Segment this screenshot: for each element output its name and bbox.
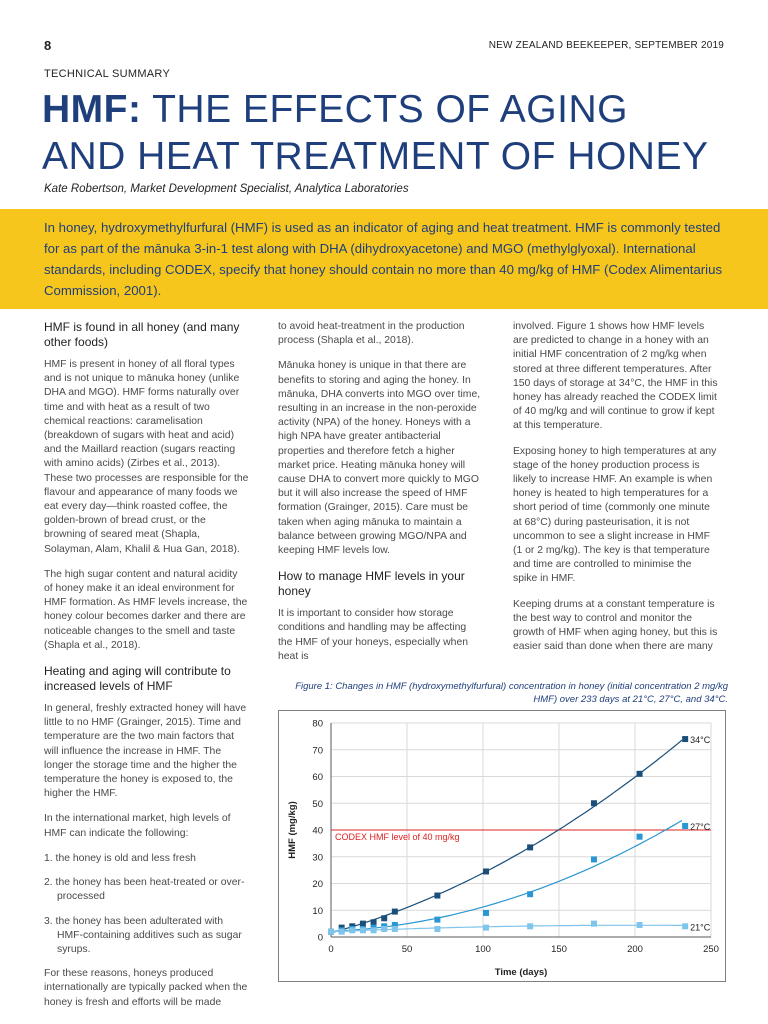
list-item: 3. the honey has been adulterated with HMF-containing additives such as sugar syrups. xyxy=(44,915,242,955)
data-point xyxy=(434,917,440,923)
column-1 xyxy=(44,320,249,1021)
data-point xyxy=(434,926,440,932)
x-tick-label: 50 xyxy=(401,944,413,955)
hmf-chart xyxy=(278,710,726,982)
y-tick-label: 70 xyxy=(312,745,323,757)
paragraph: In general, freshly extracted honey will have little to no HMF (Grainger, 2015). Time and temperature are the two main factors that will influence the increase in HMF. The longer the storage time and the higher the temperature the honey is exposed to, the higher the HMF. xyxy=(44,703,247,800)
y-tick-label: 80 xyxy=(312,718,323,730)
data-point xyxy=(371,919,377,925)
column-3 xyxy=(513,320,718,665)
paragraph: For these reasons, honeys produced internationally are typically packed when the honey is fresh and efforts will be made xyxy=(44,968,248,1008)
data-point xyxy=(349,927,355,933)
data-point xyxy=(381,926,387,932)
intro-text: In honey, hydroxymethylfurfural (HMF) is used as an indicator of aging and heat treatment. HMF is commonly tested for as part of the mānuka 3-in-1 test along with DHA (dihydroxyacetone) and MGO (methylglyoxal). International standards, including CODEX, specify that honey should contain no more than 40 mg/kg of HMF (Codex Alimentarius Commission, 2001). xyxy=(44,220,723,298)
paragraph: Keeping drums at a constant temperature is the best way to control and monitor the growth of HMF when aging honey, but this is easier said than done when there are many xyxy=(513,598,718,653)
data-point xyxy=(392,909,398,915)
y-tick-label: 60 xyxy=(312,772,323,783)
heading-manage-hmf: How to manage HMF levels in your honey xyxy=(278,569,465,599)
data-point xyxy=(637,771,643,777)
series-label: 27°C xyxy=(690,821,711,832)
article-title xyxy=(42,86,742,180)
title-bold: HMF: xyxy=(42,88,142,131)
data-point xyxy=(328,929,334,935)
data-point xyxy=(360,927,366,933)
y-tick-label: 50 xyxy=(312,798,323,810)
data-point xyxy=(483,868,489,874)
data-point xyxy=(339,929,345,935)
paragraph: Mānuka honey is unique in that there are benefits to storing and aging the honey. In mānuka, DHA converts into MGO over time, resulting in an increase in the non-peroxide activity (NPA) of the honey. Honeys with a high NPA have greater antibacterial properties and therefore fetch a higher market price. Heating mānuka honey will cause DHA to convert more quickly to MGO but it will also increase the speed of HMF formation (Grainger, 2015). Care must be taken when aging mānuka to maintain a balance between growing MGO/NPA and keeping HMF levels low. xyxy=(278,360,481,557)
paragraph: HMF is present in honey of all floral types and is not unique to mānuka honey (unlike DHA and MGO). HMF forms naturally over time and with heat as a result of two chemical reactions: caramelisation (breakdown of sugars with heat and acid) and the Maillard reaction (sugars reacting with amino acids) (Zirbes et al., 2013). These two processes are responsible for the flavour and appearance of many foods we eat every day—think roasted coffee, the golden-brown of bread crust, or the browning of seared meat (Shapla, Solayman, Alam, Khalil & Hua Gan, 2018). xyxy=(44,359,249,555)
x-tick-label: 100 xyxy=(475,944,491,955)
data-point xyxy=(527,891,533,897)
paragraph: involved. Figure 1 shows how HMF levels are predicted to change in a honey with an initial HMF concentration of 2 mg/kg when stored at three different temperatures. After 150 days of storage at 34°C, the HMF in this honey has already reached the CODEX limit of 40 mg/kg and will continue to grow if kept at this temperature. xyxy=(513,321,718,432)
page-number: 8 xyxy=(44,38,52,53)
data-point xyxy=(527,844,533,850)
data-point xyxy=(483,910,489,916)
data-point xyxy=(392,926,398,932)
x-tick-label: 250 xyxy=(703,944,719,955)
data-point xyxy=(434,893,440,899)
chart-svg xyxy=(279,711,725,981)
data-point xyxy=(637,834,643,840)
intro-panel xyxy=(0,209,768,309)
column-2 xyxy=(278,320,483,675)
journal-name: NEW ZEALAND BEEKEEPER, SEPTEMBER 2019 xyxy=(488,40,724,51)
title-line1: THE EFFECTS OF AGING xyxy=(141,88,628,131)
y-tick-label: 30 xyxy=(312,852,323,864)
paragraph: It is important to consider how storage conditions and handling may be affecting the HMF of your honeys, especially when heat is xyxy=(278,608,469,662)
data-point xyxy=(591,921,597,927)
heading-hmf-found: HMF is found in all honey (and many other foods) xyxy=(44,320,240,349)
codex-limit-label: CODEX HMF level of 40 mg/kg xyxy=(335,832,460,842)
data-point xyxy=(381,915,387,921)
data-point xyxy=(682,736,688,742)
series-label: 21°C xyxy=(690,922,711,933)
paragraph: The high sugar content and natural acidity of honey make it an ideal environment for HMF formation. As HMF levels increase, the honey colour becomes darker and there are noticeable changes to the smell and taste (Shapla et al., 2018). xyxy=(44,568,248,651)
y-axis-label: HMF (mg/kg) xyxy=(287,801,298,859)
y-tick-label: 20 xyxy=(312,879,323,890)
data-point xyxy=(682,823,688,829)
x-tick-label: 150 xyxy=(551,944,567,955)
title-line2: AND HEAT TREATMENT OF HONEY xyxy=(42,135,709,178)
paragraph: Exposing honey to high temperatures at any stage of the honey production process is likely to increase HMF. An example is when honey is heated to high temperatures for a short period of time (commonly one minute at 68°C) during pasteurisation, it is not uncommon to see a slight increase in HMF (1 or 2 mg/kg). The key is that temperature and time are controlled to minimise the spike in HMF. xyxy=(513,445,717,585)
section-label: TECHNICAL SUMMARY xyxy=(44,68,171,80)
y-tick-label: 0 xyxy=(317,932,323,944)
y-tick-label: 10 xyxy=(312,905,323,917)
x-axis-label: Time (days) xyxy=(494,967,548,978)
x-tick-label: 0 xyxy=(328,944,334,955)
paragraph: In the international market, high levels of HMF can indicate the following: xyxy=(44,813,231,839)
data-point xyxy=(591,800,597,806)
data-point xyxy=(591,856,597,862)
series-label: 34°C xyxy=(690,735,711,746)
figure-caption: Figure 1: Changes in HMF (hydroxymethylfurfural) concentration in honey (initial concentration 2 mg/kg HMF) over 233 days at 21°C, 27°C, and 34°C. xyxy=(295,681,728,705)
x-tick-label: 200 xyxy=(627,944,643,955)
list-item: 2. the honey has been heat-treated or over-processed xyxy=(44,877,245,903)
data-point xyxy=(483,925,489,931)
data-point xyxy=(682,923,688,929)
author-byline: Kate Robertson, Market Development Specialist, Analytica Laboratories xyxy=(44,183,409,195)
y-tick-label: 40 xyxy=(312,825,323,837)
data-point xyxy=(360,921,366,927)
paragraph: to avoid heat-treatment in the production process (Shapla et al., 2018). xyxy=(278,321,465,347)
heading-heating-aging: Heating and aging will contribute to increased levels of HMF xyxy=(44,664,231,694)
data-point xyxy=(371,927,377,933)
data-point xyxy=(527,923,533,929)
list-item: 1. the honey is old and less fresh xyxy=(44,852,196,864)
data-point xyxy=(637,922,643,928)
